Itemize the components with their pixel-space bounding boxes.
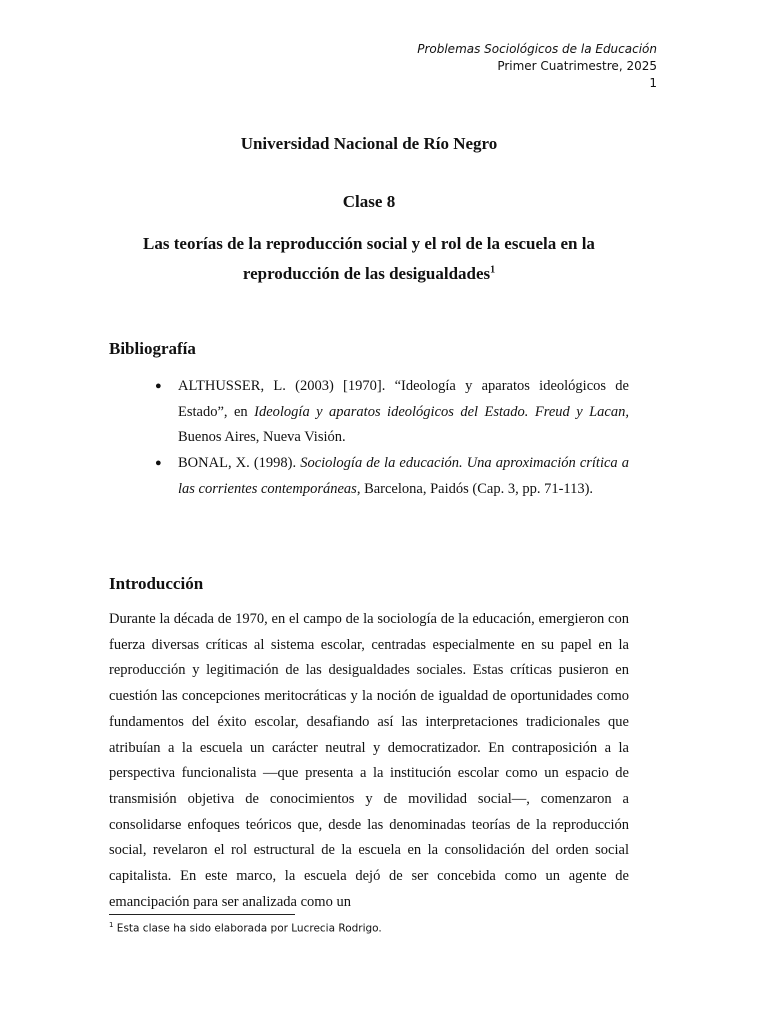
header-course-title: Problemas Sociológicos de la Educación [417,42,657,56]
header-term: Primer Cuatrimestre, 2025 [497,59,657,73]
bullet-icon: ● [155,380,162,392]
introduction-heading: Introducción [109,574,204,593]
running-header [417,41,657,92]
bibliography-item [109,451,629,502]
bib-item-text: ALTHUSSER, L. (2003) [1970]. “Ideología y aparatos ideológicos de Estado”, en [178,378,629,420]
bibliography-item [109,374,629,451]
bullet-icon: ● [155,457,162,470]
footnote [109,921,382,935]
bibliography-list [109,374,629,503]
introduction-paragraph: Durante la década de 1970, en el campo de la sociología de la educación, emergieron con fuerza diversas críticas al sistema escolar, centradas especialmente en su papel en la reproducción y legitimación de las desigualdades sociales. Estas críticas pusieron en cuestión las concepciones meritocráticas y la noción de igualdad de oportunidades como fundamentos del éxito escolar, desafiando así las interpretaciones tradicionales que atribuían a la escuela un carácter neutral y democratizador. En contraposición a la perspectiva funcionalista —que presenta a la institución escolar como un espacio de transmisión objetiva de conocimientos y de movilidad social—, comenzaron a consolidarse enfoques teóricos que, desde las denominadas teorías de la reproducción social, revelaron el rol estructural de la escuela en la consolidación del orden social capitalista. En este marco, la escuela dejó de ser concebida como un agente de emancipación para ser analizada como un [109,611,629,910]
bib-item-text-end: , Barcelona, Paidós (Cap. 3, pp. 71-113). [356,480,594,497]
title-line-2: reproducción de las desigualdades [242,264,491,283]
header-page-number: 1 [649,76,657,90]
title-line-1: Las teorías de la reproducción social y el rol de la escuela en la [143,234,595,253]
bib-item-text-end: Buenos Aires, Nueva Visión. [178,429,346,446]
bibliography-heading: Bibliografía [109,339,196,358]
footnote-reference: 1 [490,264,496,276]
class-label: Clase 8 [342,192,396,211]
document-title [109,229,629,289]
footnote-divider [109,914,295,915]
bib-item-text: BONAL, X. (1998). [178,455,301,472]
footnote-text: Esta clase ha sido elaborada por Lucrecia Rodrigo. [113,922,382,935]
footnote-number: 1 [109,921,114,929]
university-name: Universidad Nacional de Río Negro [240,134,498,153]
bib-item-italic: Sociología de la educación. Una aproximación crítica a las corrientes contemporáneas [178,455,629,497]
bib-item-italic: Ideología y aparatos ideológicos del Estado. Freud y Lacan, [254,403,629,420]
